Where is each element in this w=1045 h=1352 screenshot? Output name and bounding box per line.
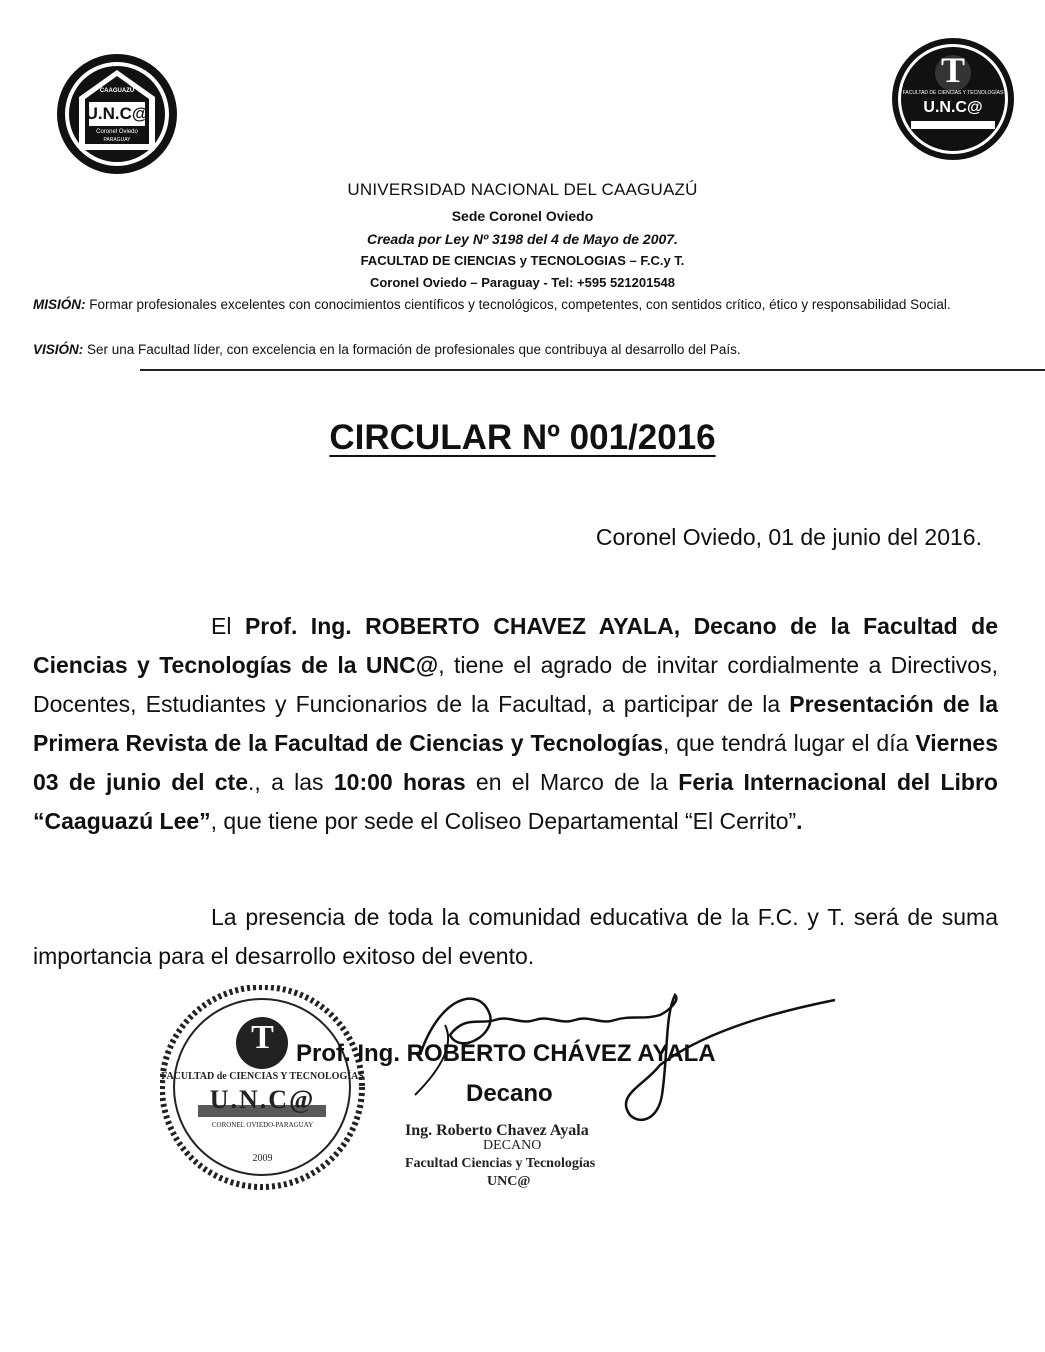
left-logo-sub: Coronel Oviedo — [96, 129, 138, 135]
name-stamp-line3: Facultad Ciencias y Tecnologías — [405, 1156, 596, 1171]
header-divider — [140, 369, 1045, 371]
p1-text-1: El — [211, 613, 245, 639]
vision-label: VISIÓN: — [33, 342, 84, 357]
name-stamp — [405, 1122, 645, 1190]
circular-title-text: CIRCULAR Nº 001/2016 — [329, 418, 716, 457]
left-logo-name: U.N.C@ — [85, 104, 149, 123]
left-logo-top-text: CAAGUAZÚ — [99, 88, 135, 94]
fcyt-logo-right — [891, 37, 1015, 161]
contact-line: Coronel Oviedo – Paraguay - Tel: +595 521201548 — [369, 275, 676, 290]
circular-title — [0, 418, 1045, 458]
p1-text-6: , que tiene por sede el Coliseo Departamental “El Cerrito” — [210, 808, 797, 834]
right-logo-initial: T — [940, 50, 965, 90]
seal-year: 2009 — [252, 1153, 273, 1164]
right-logo-ring-text: FACULTAD DE CIENCIAS Y TECNOLOGÍAS — [902, 90, 1004, 96]
mission-statement — [33, 294, 993, 315]
p1-text-4: ., a las — [248, 769, 334, 795]
document-date: Coronel Oviedo, 01 de junio del 2016. — [595, 524, 982, 550]
university-name: UNIVERSIDAD NACIONAL DEL CAAGUAZÚ — [347, 180, 698, 199]
signatory-name: Prof. Ing. ROBERTO CHÁVEZ AYALA — [296, 1040, 716, 1067]
name-stamp-line1: Ing. Roberto Chavez Ayala — [405, 1122, 589, 1139]
p1-text-5: en el Marco de la — [465, 769, 679, 795]
faculty-name: FACULTAD DE CIENCIAS y TECNOLOGIAS – F.C.y T. — [360, 253, 685, 268]
seal-name: U.N.C@ — [209, 1085, 316, 1114]
p1-text-2: , tiene el agrado de invitar cordialmente a Directivos, Docentes, Estudiantes y Funcionarios de la Facultad, a participar de la — [33, 652, 998, 717]
sede: Sede Coronel Oviedo — [451, 208, 594, 224]
faculty-seal-stamp — [160, 985, 365, 1190]
seal-initial: T — [251, 1019, 274, 1056]
p1-bold-5: Feria Internacional del Libro “Caaguazú Lee” — [33, 769, 998, 834]
paragraph-1 — [33, 607, 998, 841]
p1-bold-2: Presentación de la Primera Revista de la Facultad de Ciencias y Tecnologías — [33, 691, 998, 756]
mission-text: Formar profesionales excelentes con conocimientos científicos y tecnológicos, competentes, con sentidos crítico, ético y responsabilidad Social. — [85, 297, 951, 312]
name-stamp-line2: DECANO — [483, 1138, 542, 1153]
seal-faculty: FACULTAD de CIENCIAS Y TECNOLOGÍAS — [161, 1071, 364, 1082]
p1-bold-3: Viernes 03 de junio del cte — [33, 730, 999, 795]
p1-bold-4: 10:00 horas — [333, 769, 466, 795]
seal-place: CORONEL OVIEDO-PARAGUAY — [211, 1121, 314, 1129]
name-stamp-line4: UNC@ — [487, 1174, 531, 1189]
p1-text-3: , que tendrá lugar el día — [662, 730, 916, 756]
mission-label: MISIÓN: — [33, 297, 86, 312]
creation-law: Creada por Ley Nº 3198 del 4 de Mayo de 2007. — [367, 231, 678, 247]
paragraph-2 — [33, 898, 998, 976]
p2-text: La presencia de toda la comunidad educativa de la F.C. y T. será de suma importancia para el desarrollo exitoso del evento. — [33, 904, 998, 969]
right-logo-name: U.N.C@ — [923, 99, 983, 116]
vision-text: Ser una Facultad líder, con excelencia en la formación de profesionales que contribuya al desarrollo del País. — [83, 342, 741, 357]
unca-logo-left — [55, 52, 179, 176]
p1-bold-6: . — [796, 808, 803, 834]
p1-bold-1: Prof. Ing. ROBERTO CHAVEZ AYALA, Decano de la Facultad de Ciencias y Tecnologías de la UNC@ — [33, 613, 998, 678]
vision-statement — [33, 339, 993, 360]
signatory-role: Decano — [466, 1080, 553, 1107]
left-logo-sub2: PARAGUAY — [103, 137, 131, 143]
